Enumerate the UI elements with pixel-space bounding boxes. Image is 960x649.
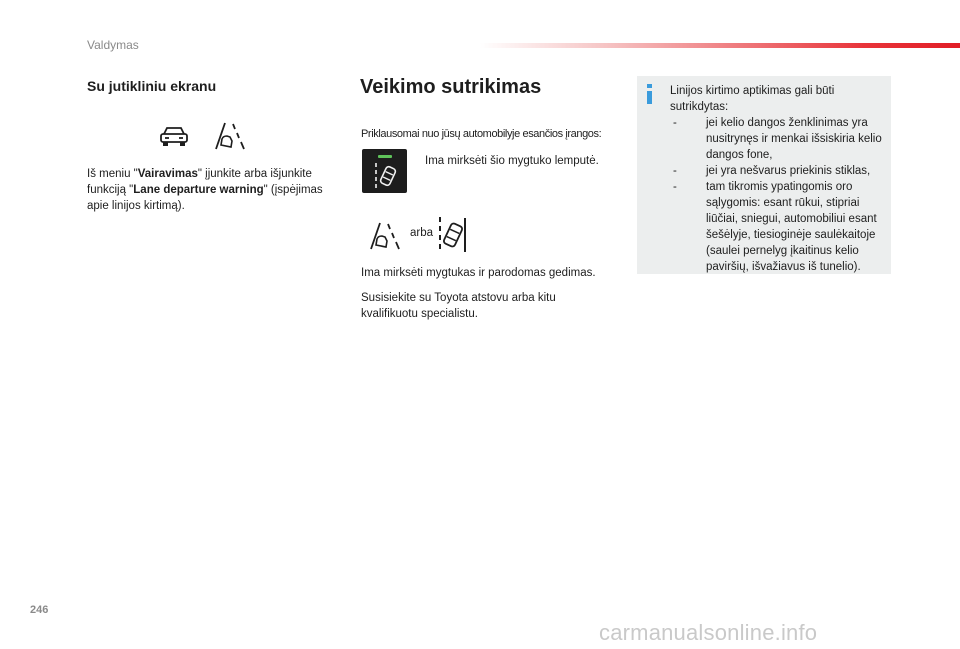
lane-departure-car-icon (373, 162, 397, 190)
fault-heading: Veikimo sutrikimas (360, 76, 542, 98)
lane-departure-car-icon (436, 216, 468, 254)
section-header-title: Valdymas (87, 38, 139, 52)
fault-display-text: Ima mirksėti mygtukas ir parodomas gedimas. (361, 267, 596, 279)
or-label: arba (410, 227, 434, 239)
info-list (670, 115, 885, 275)
touchscreen-instructions: Iš meniu "Vairavimas" įjunkite arba išjunkite funkciją "Lane departure warning" (įspėjimas apie linijos kirtimą). (87, 168, 323, 212)
button-blink-text: Ima mirksėti šio mygtuko lemputė. (425, 155, 599, 167)
menu-name: Vairavimas (137, 168, 198, 180)
car-front-icon (158, 124, 190, 148)
header-accent-bar (480, 43, 960, 48)
function-name: Lane departure warning (133, 184, 264, 196)
watermark: carmanualsonline.info (599, 620, 818, 645)
page-number: 246 (30, 604, 49, 616)
contact-dealer-text: Susisiekite su Toyota atstovu arba kitu kvalifikuotu specialistu. (361, 292, 556, 320)
lane-departure-icon (213, 121, 247, 151)
list-item: - jei yra nešvarus priekinis stiklas, (673, 165, 871, 177)
info-intro: Linijos kirtimo aptikimas gali būti sutrikdytas: (670, 85, 835, 113)
warning-led (378, 155, 392, 158)
equipment-subtitle: Priklausomai nuo jūsų automobilyje esančios įrangos: (361, 128, 602, 140)
info-box (637, 76, 891, 274)
list-item: - tam tikromis ypatingomis oro sąlygomis: esant rūkui, stipriai liūčiai, sniegui, automobiliui esant šešėlyje, tiesioginėje saulėkaitoje (saulei pernelyg įkaitinus kelio paviršių, išvažiavus iš tunelio). (673, 181, 877, 273)
lane-departure-icon (368, 221, 402, 251)
lane-warning-button-image (362, 149, 407, 193)
touchscreen-heading: Su jutikliniu ekranu (87, 78, 217, 94)
list-item: - jei kelio dangos ženklinimas yra nusitrynęs ir menkai išsiskiria kelio dangos fone, (673, 117, 882, 161)
